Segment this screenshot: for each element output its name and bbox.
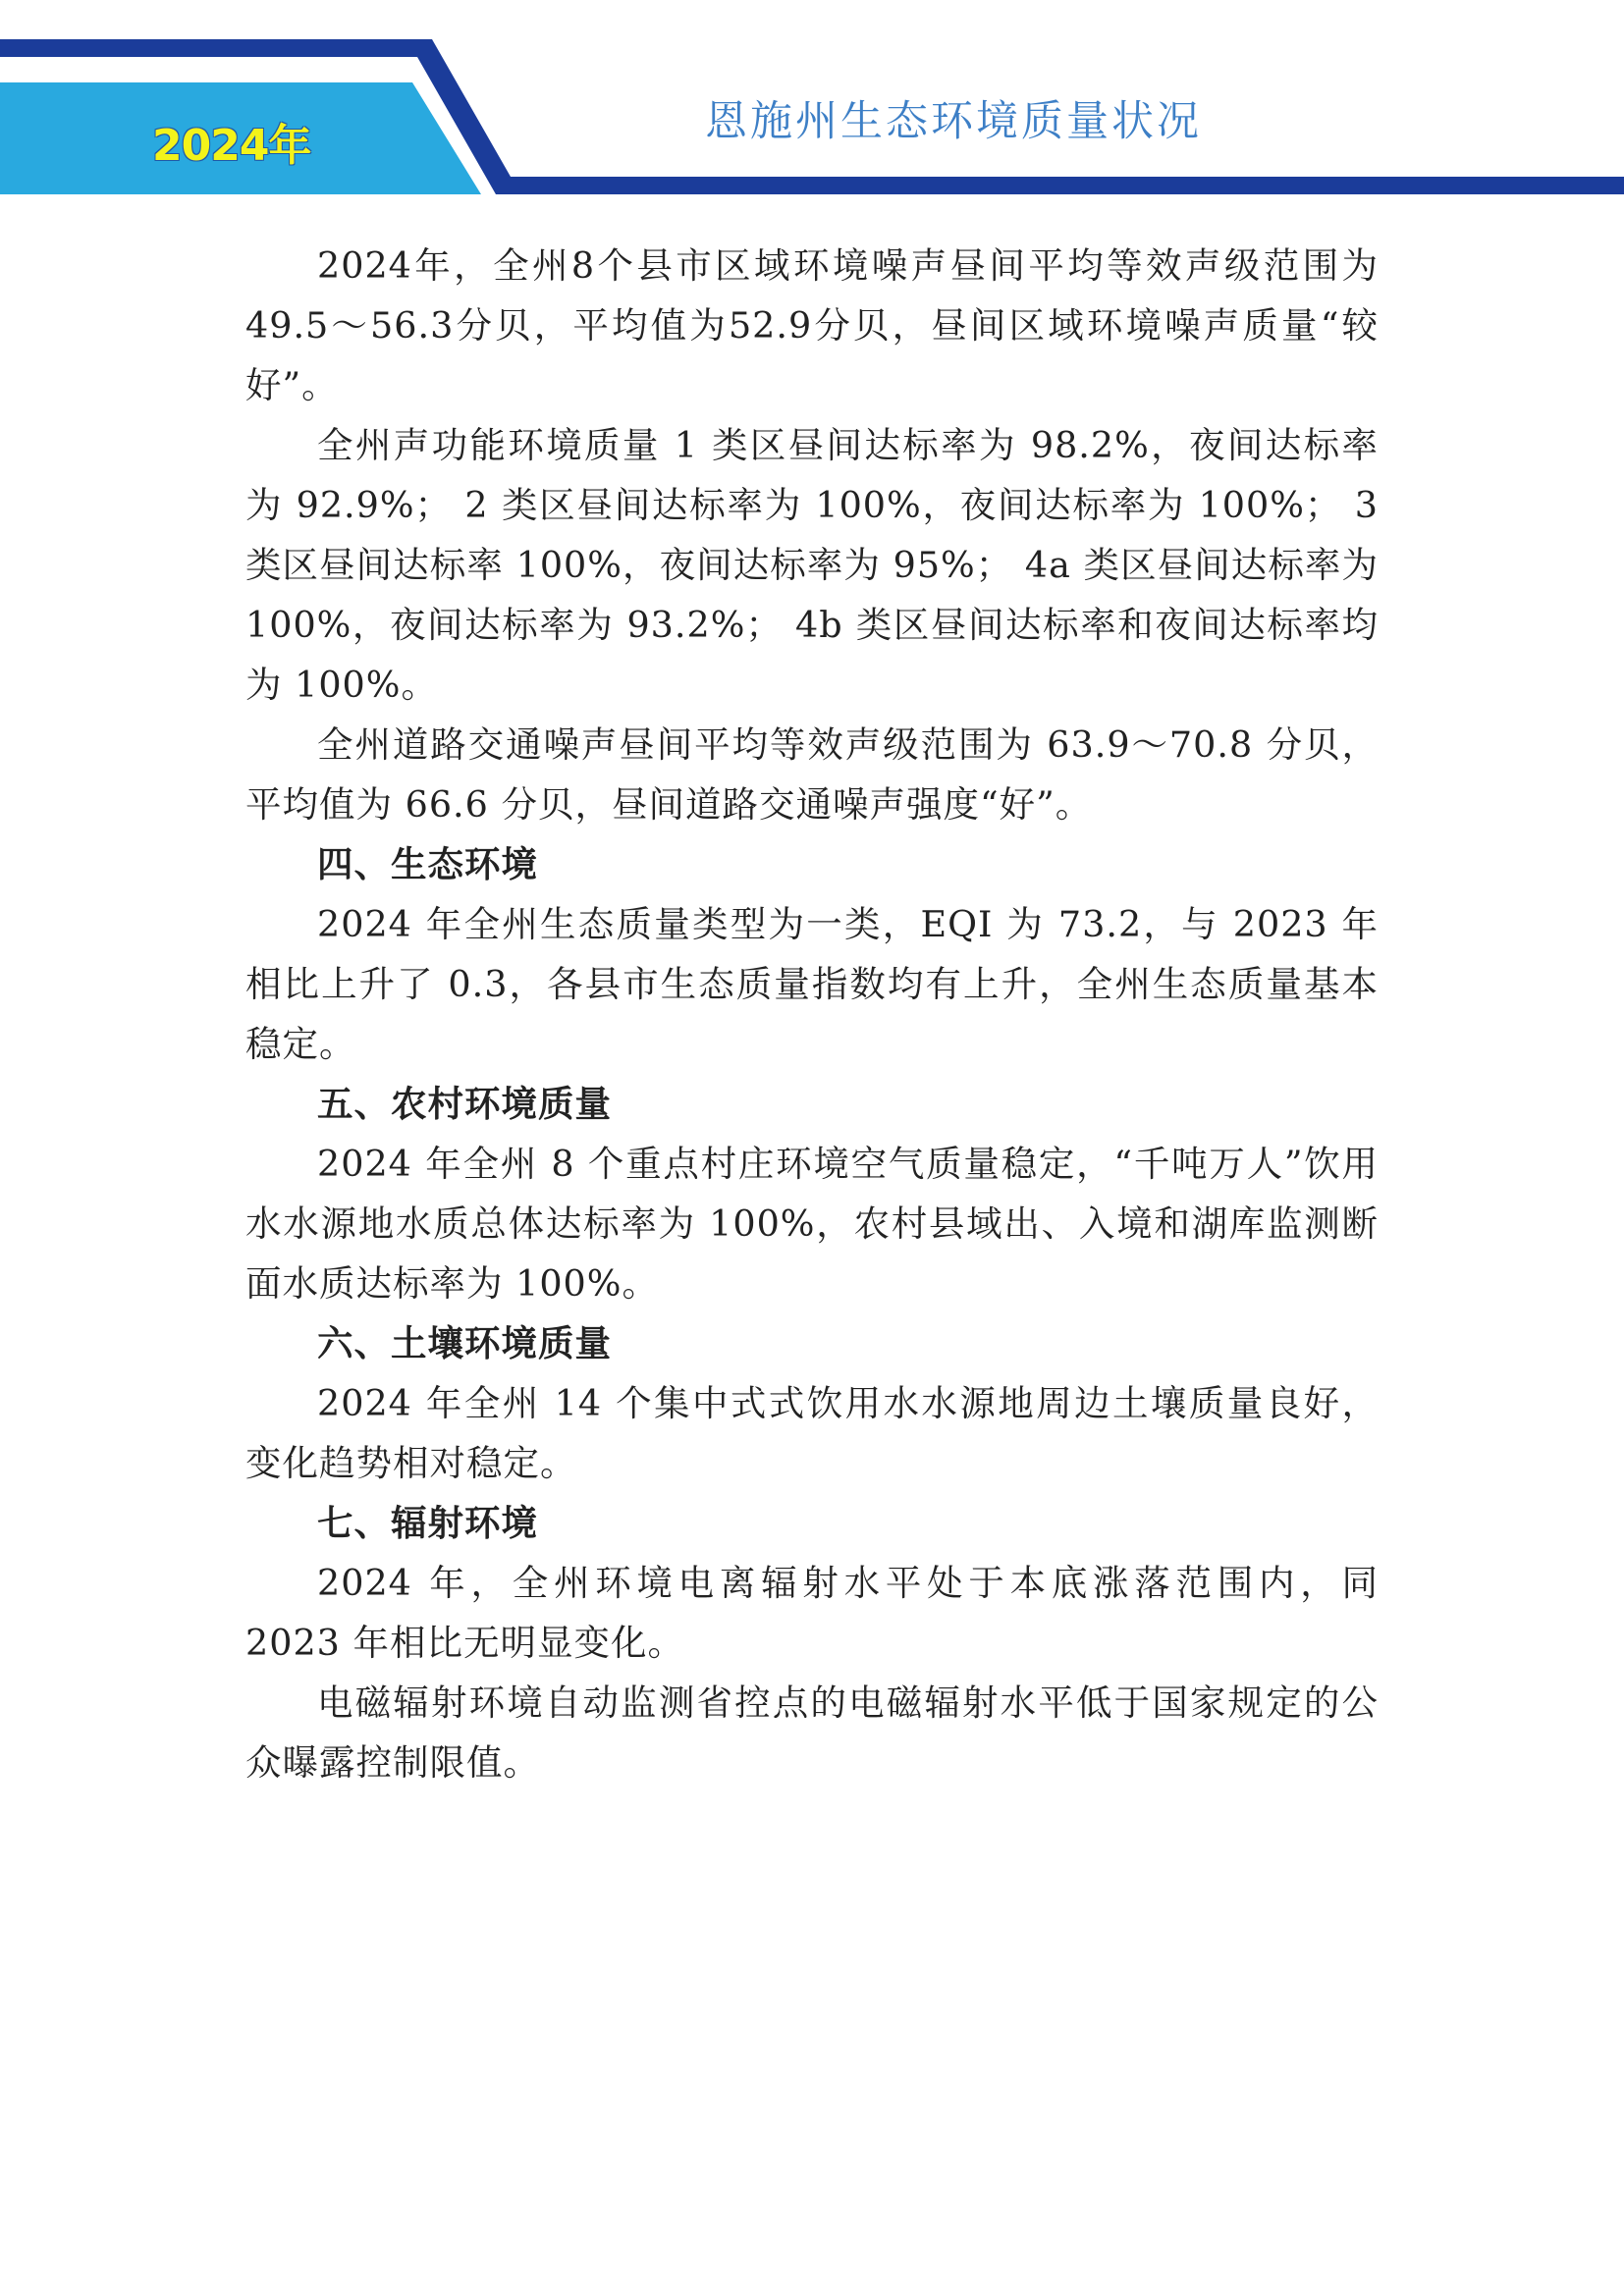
section-heading-soil: 六、土壤环境质量 [317, 1322, 612, 1364]
section-heading-ecology: 四、生态环境 [317, 843, 538, 885]
paragraph-rural: 2024 年全州 8 个重点村庄环境空气质量稳定，“千吨万人”饮用水水源地水质总体达标率为 100%，农村县域出、入境和湖库监测断面水质达标率为 100%。 [245, 1143, 1379, 1305]
section-heading-radiation: 七、辐射环境 [317, 1502, 538, 1544]
document-body [245, 236, 1379, 1792]
paragraph-electromagnetic-radiation: 电磁辐射环境自动监测省控点的电磁辐射水平低于国家规定的公众曝露控制限值。 [245, 1682, 1379, 1784]
paragraph-area-noise: 2024年，全州8个县市区域环境噪声昼间平均等效声级范围为49.5～56.3分贝，平均值为52.9分贝，昼间区域环境噪声质量“较好”。 [245, 244, 1379, 406]
paragraph-ecology: 2024 年全州生态质量类型为一类，EQI 为 73.2，与 2023 年相比上升了 0.3，各县市生态质量指数均有上升，全州生态质量基本稳定。 [245, 903, 1379, 1065]
paragraph-soil: 2024 年全州 14 个集中式式饮用水水源地周边土壤质量良好，变化趋势相对稳定。 [245, 1382, 1379, 1484]
paragraph-functional-noise: 全州声功能环境质量 1 类区昼间达标率为 98.2%，夜间达标率为 92.9%； 2 类区昼间达标率为 100%，夜间达标率为 100%； 3 类区昼间达标率 100%，夜间达标率为 95%； 4a 类区昼间达标率为 100%，夜间达标率为 93.2%； 4b 类区昼间达标率和夜间达标率均为 100%。 [245, 424, 1379, 706]
header-report-title: 恩施州生态环境质量状况 [705, 97, 1202, 146]
header-year: 2024年 [152, 121, 311, 171]
paragraph-road-noise: 全州道路交通噪声昼间平均等效声级范围为 63.9～70.8 分贝，平均值为 66.6 分贝，昼间道路交通噪声强度“好”。 [245, 723, 1379, 826]
paragraph-ionizing-radiation: 2024 年，全州环境电离辐射水平处于本底涨落范围内，同 2023 年相比无明显变化。 [245, 1562, 1379, 1664]
section-heading-rural: 五、农村环境质量 [317, 1083, 612, 1125]
page-header [0, 0, 1624, 196]
